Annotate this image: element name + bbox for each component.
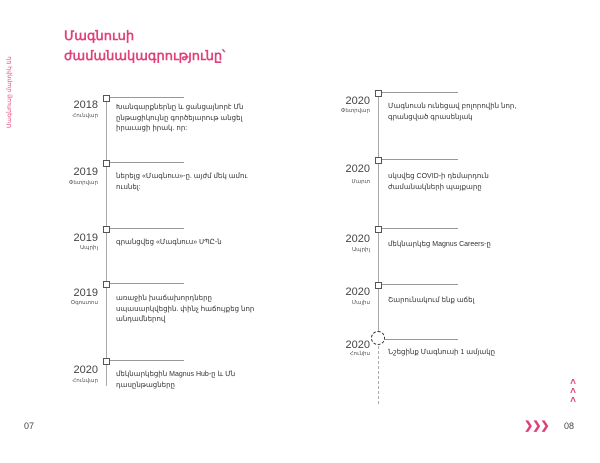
entry-text: Շարունակում ենք աճել (388, 297, 475, 304)
entry-year: 2020 (345, 339, 370, 351)
entry-bar (106, 360, 184, 361)
entry-month: Ապրիլ (79, 245, 98, 251)
entry-month: Մայիս (351, 300, 370, 306)
entry-text: առաջին խաճախորդները սպասարկվեցին. փինչ հաճույքեց նոր անդամներով (116, 295, 255, 323)
entry-bar (378, 159, 458, 160)
entry-text: Նշեցինք Մագնուսի 1 ամյակը (388, 349, 496, 356)
current-milestone-circle (371, 331, 385, 345)
entry-node (103, 160, 110, 167)
entry-year: 2019 (73, 166, 98, 178)
page-number-left: 07 (24, 421, 35, 431)
entry-year: 2019 (73, 232, 98, 244)
entry-node (375, 157, 382, 164)
side-label: Մագնուսը մարդիկ են (7, 56, 13, 128)
title-line-1: Մագնուսի (64, 28, 135, 43)
entry-year: 2020 (345, 286, 370, 298)
entry-text: Խանգարքներնը և ցանցայնորէ Մն ընթացիկույնը գործեյարութ անցել իրաւացի իրակ. որ: (116, 104, 244, 132)
entry-month: Փետրվար (340, 108, 370, 114)
entry-node (103, 358, 110, 365)
entry-month: Փետրվար (68, 180, 98, 186)
page-title (64, 26, 284, 66)
timeline-right-dashed-line (378, 346, 379, 404)
entry-bar (378, 284, 458, 285)
entry-node (375, 90, 382, 97)
entry-year: 2020 (73, 364, 98, 376)
entry-node (103, 95, 110, 102)
entry-node (103, 281, 110, 288)
entry-node (375, 282, 382, 289)
entry-month: Օգոստոս (70, 300, 98, 306)
entry-month: Հունվար (72, 113, 98, 119)
entry-bar (384, 339, 458, 340)
entry-month: Հունիս (349, 351, 370, 357)
entry-text: սկսվեց COVID-ի դեմարդուն ժամանակների պայքարը (388, 173, 489, 191)
page-number-right: 08 (564, 421, 575, 431)
entry-month: Ապրիլ (351, 247, 370, 253)
entry-year: 2020 (345, 163, 370, 175)
timeline-left-line (106, 98, 107, 386)
entry-bar (378, 92, 458, 93)
entry-bar (106, 162, 184, 163)
timeline-right-line (378, 92, 379, 338)
entry-year: 2020 (345, 233, 370, 245)
entry-text: մեկնարկեց Magnus Careers-ը (388, 241, 491, 248)
triple-chevron-right-icon[interactable]: ❯❯❯ (524, 420, 549, 432)
title-line-2: ժամանակագրությունը՝ (64, 48, 226, 63)
entry-bar (106, 283, 184, 284)
entry-month: Հունվար (72, 378, 98, 384)
entry-text: Մագնուսն ունեցավ բոլորովին նոր, գրանցված գրասենյակ (388, 103, 517, 121)
entry-bar (106, 97, 184, 98)
entry-node (103, 226, 110, 233)
triple-chevron-up-icon[interactable]: ˄ ˄ ˄ (570, 377, 576, 406)
entry-text: մեկնարկեցին Magnus Hub-ը և Մն դասընթացները (116, 371, 236, 389)
entry-bar (378, 228, 458, 229)
entry-text: ներելց «Մագնուս»-ը. այժմ մեկ ամու ուսնել: (116, 173, 248, 191)
entry-year: 2019 (73, 287, 98, 299)
entry-year: 2018 (73, 99, 98, 111)
entry-text: գրանցվեց «Մագնուս» ՍՊԸ-ն (116, 239, 222, 246)
entry-year: 2020 (345, 95, 370, 107)
entry-node (375, 226, 382, 233)
entry-bar (106, 228, 184, 229)
entry-month: Մարտ (351, 179, 370, 185)
